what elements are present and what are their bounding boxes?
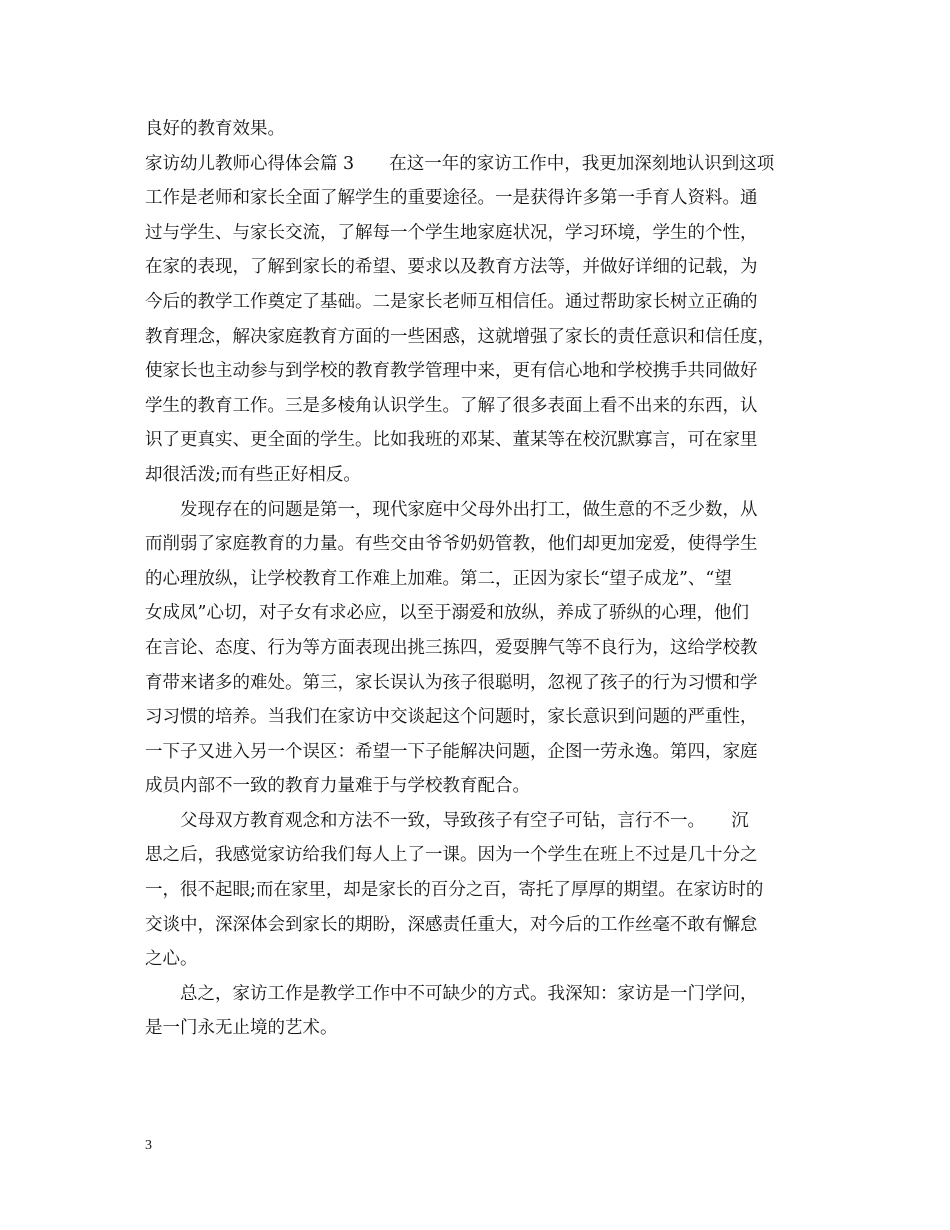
text-line: 识了更真实、更全面的学生。比如我班的邓某、董某等在校沉默寡言，可在家里 bbox=[145, 430, 758, 451]
text-line: 今后的教学工作奠定了基础。二是家长老师互相信任。通过帮助家长树立正确的 bbox=[145, 291, 758, 312]
page-number: 3 bbox=[145, 1138, 152, 1153]
text-line: 一下子又进入另一个误区：希望一下子能解决问题，企图一劳永逸。第四，家庭 bbox=[145, 741, 758, 762]
text-line: 良好的教育效果。 bbox=[145, 119, 285, 139]
text-line: 之心。 bbox=[145, 949, 198, 970]
text-line: 工作是老师和家长全面了解学生的重要途径。一是获得许多第一手育人资料。通 bbox=[145, 188, 758, 209]
text-line: 育带来诸多的难处。第三，家长误认为孩子很聪明，忽视了孩子的行为习惯和学 bbox=[145, 672, 758, 693]
text-line: 发现存在的问题是第一，现代家庭中父母外出打工，做生意的不乏少数，从 bbox=[145, 499, 758, 520]
text-line: 而削弱了家庭教育的力量。有些交由爷爷奶奶管教，他们却更加宠爱，使得学生 bbox=[145, 534, 758, 555]
text-line: 思之后，我感觉家访给我们每人上了一课。因为一个学生在班上不过是几十分之 bbox=[145, 845, 758, 866]
text-line: 一，很不起眼;而在家里，却是家长的百分之百，寄托了厚厚的期望。在家访时的 bbox=[145, 880, 764, 901]
text-line: 教育理念，解决家庭教育方面的一些困惑，这就增强了家长的责任意识和信任度， bbox=[145, 326, 775, 347]
body-text bbox=[145, 112, 825, 1046]
text-line: 使家长也主动参与到学校的教育教学管理中来，更有信心地和学校携手共同做好 bbox=[145, 361, 758, 382]
text-line: 的心理放纵，让学校教育工作难上加难。第二，正因为家长“望子成龙”、“望 bbox=[145, 568, 732, 589]
text-line: 女成凤”心切，对子女有求必应，以至于溺爱和放纵，养成了骄纵的心理，他们 bbox=[145, 603, 749, 624]
text-line: 在言论、态度、行为等方面表现出挑三拣四，爱耍脾气等不良行为，这给学校教 bbox=[145, 637, 758, 658]
text-line: 是一门永无止境的艺术。 bbox=[145, 1018, 338, 1039]
text-line: 家访幼儿教师心得体会篇 3 在这一年的家访工作中，我更加深刻地认识到这项 bbox=[145, 153, 775, 174]
text-line: 在家的表现，了解到家长的希望、要求以及教育方法等，并做好详细的记载，为 bbox=[145, 257, 758, 278]
text-line: 习习惯的培养。当我们在家访中交谈起这个问题时，家长意识到问题的严重性， bbox=[145, 707, 758, 728]
text-line: 交谈中，深深体会到家长的期盼，深感责任重大，对今后的工作丝毫不敢有懈怠 bbox=[145, 914, 758, 935]
text-line: 成员内部不一致的教育力量难于与学校教育配合。 bbox=[145, 776, 530, 797]
text-line: 学生的教育工作。三是多棱角认识学生。了解了很多表面上看不出来的东西，认 bbox=[145, 395, 758, 416]
text-line: 过与学生、与家长交流，了解每一个学生地家庭状况，学习环境，学生的个性， bbox=[145, 222, 758, 243]
text-line: 却很活泼;而有些正好相反。 bbox=[145, 464, 361, 485]
text-line: 父母双方教育观念和方法不一致，导致孩子有空子可钻，言行不一。 沉 bbox=[145, 810, 749, 831]
text-line: 总之，家访工作是教学工作中不可缺少的方式。我深知：家访是一门学问， bbox=[145, 983, 758, 1004]
